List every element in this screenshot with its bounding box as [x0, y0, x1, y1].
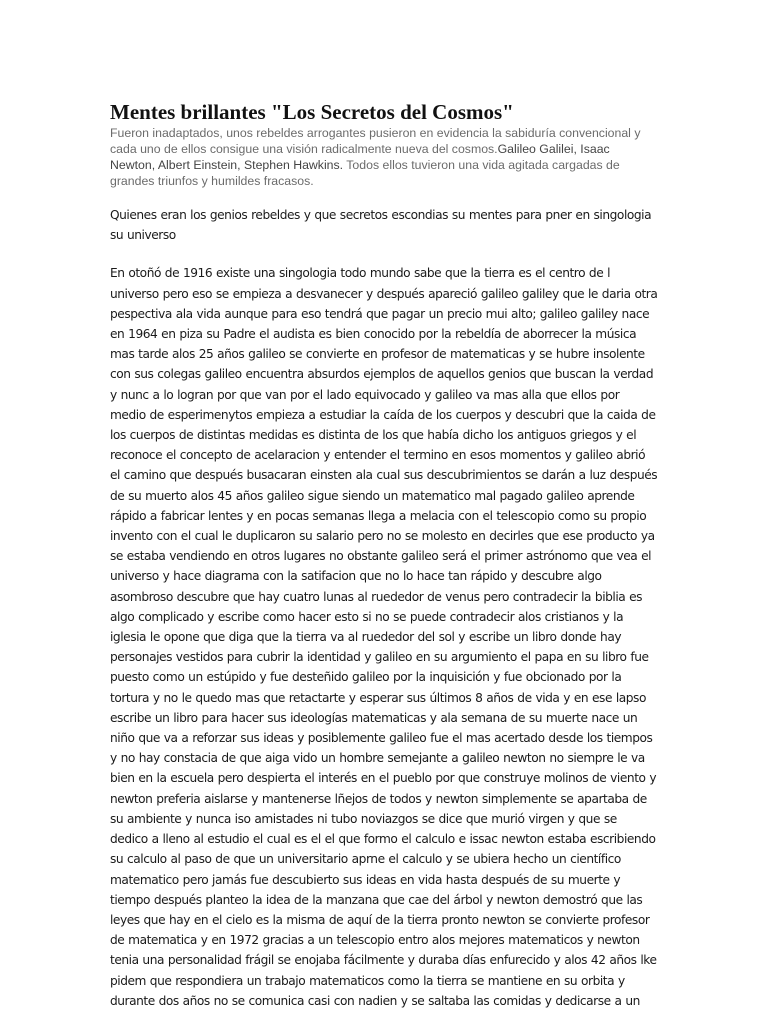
- document-content: [110, 99, 658, 1011]
- document-title: Mentes brillantes "Los Secretos del Cosmos": [110, 100, 514, 124]
- summary-names: Galileo Galilei, Isaac Newton, Albert Einstein, Stephen Hawkins.: [110, 142, 610, 172]
- summary-tail: Todos ellos tuvieron una vida agitada cargadas de grandes triunfos y humildes fracasos.: [110, 158, 620, 188]
- document-summary: [110, 125, 658, 189]
- summary-text: Fueron inadaptados, unos rebeldes arrogantes pusieron en evidencia la sabiduría convencional y cada uno de ellos consigue una visión radicalmente nueva del cosmos.: [110, 126, 641, 156]
- intro-paragraph: Quienes eran los genios rebeldes y que secretos escondias su mentes para pner en singologia su universo: [110, 208, 652, 243]
- body-paragraph: En otoñó de 1916 existe una singologia todo mundo sabe que la tierra es el centro de l universo pero eso se empieza a desvanecer y después apareció galileo galiley que le daria otra pespectiva ala vida aunque para eso tendrá que pagar un precio mui alto; galileo galiley nace en 1964 en piza su Padre el audista es bien conocido por la rebeldía de aborrecer la música mas tarde alos 25 años galileo se convierte en profesor de matematicas y se hubre insolente con sus colegas galileo encuentra absurdos ejemplos de aquellos genios que buscan la verdad y nunc a lo logran por que van por el lado equivocado y galileo va mas alla que ellos por medio de esperimenytos empieza a estudiar la caída de los cuerpos y descubri que la caida de los cuerpos de distintas medidas es distinta de los que había dicho los antiguos griegos y el reconoce el concepto de acelaracion y entender el termino en esos momentos y galileo abrió el camino que después busacaran einsten ala cual sus descubrimientos se darán a luz después de su muerto alos 45 años galileo sigue siendo un matematico mal pagado galileo aprende rápido a fabricar lentes y en pocas semanas llega a melacia con el telescopio como su propio invento con el cual le duplicaron su salario pero no se molesto en decirles que ese producto ya se estaba vendiendo en otros lugares no obstante galileo será el primer astrónomo que vea el universo y hace diagrama con la satifacion que no lo hace tan rápido y descubre algo asombroso descubre que hay cuatro lunas al ruededor de venus pero contradecir la biblia es algo complicado y escribe como hacer esto si no se puede contradecir alos cristianos y la iglesia le opone que diga que la tierra va al ruededor del sol y escribe un libro donde hay personajes vestidos para cubrir la identidad y galileo en su argumiento el papa en su libro fue puesto como un estúpido y fue desteñido galileo por la inquisición y fue obcionado por la tortura y no le quedo mas que retactarte y esperar sus últimos 8 años de vida y en ese lapso escribe un libro para hacer sus ideologías matematicas y ala semana de su muerte nace un niño que va a reforzar sus ideas y posiblemente galileo fue el mas acertado desde los tiempos y no hay constacia de que aiga vido un hombre semejante a galileo newton no siempre le va bien en la escuela pero despierta el interés en el pueblo por que construye molinos de viento y newton preferia aislarse y mantenerse lñejos de todos y newton simplemente se apartaba de su ambiente y nunca iso amistades ni tubo noviazgos se dice que murió virgen y que se dedico a lleno al estudio el cual es el el que formo el calculo e issac newton estaba escribiendo su calculo al paso de que un universitario aprne el calculo y se ubiera hecho un científico matematico pero jamás fue descubierto sus ideas en vida hasta después de su muerte y tiempo después planteo la idea de la manzana que cae del árbol y newton demostró que las leyes que hay en el cielo es la misma de aquí de la tierra pronto newton se convierte profesor de matematica y en 1972 gracias a un telescopio entro alos mejores matematicos y newton tenia una personalidad frágil se enojaba fácilmente y duraba días enfurecido y alos 42 años lke pidem que respondiera un trabajo matematicos como la tierra se mantiene en su orbita y durante dos años no se comunica casi con nadien y se saltaba las comidas y dedicarse a un: [110, 266, 658, 1008]
